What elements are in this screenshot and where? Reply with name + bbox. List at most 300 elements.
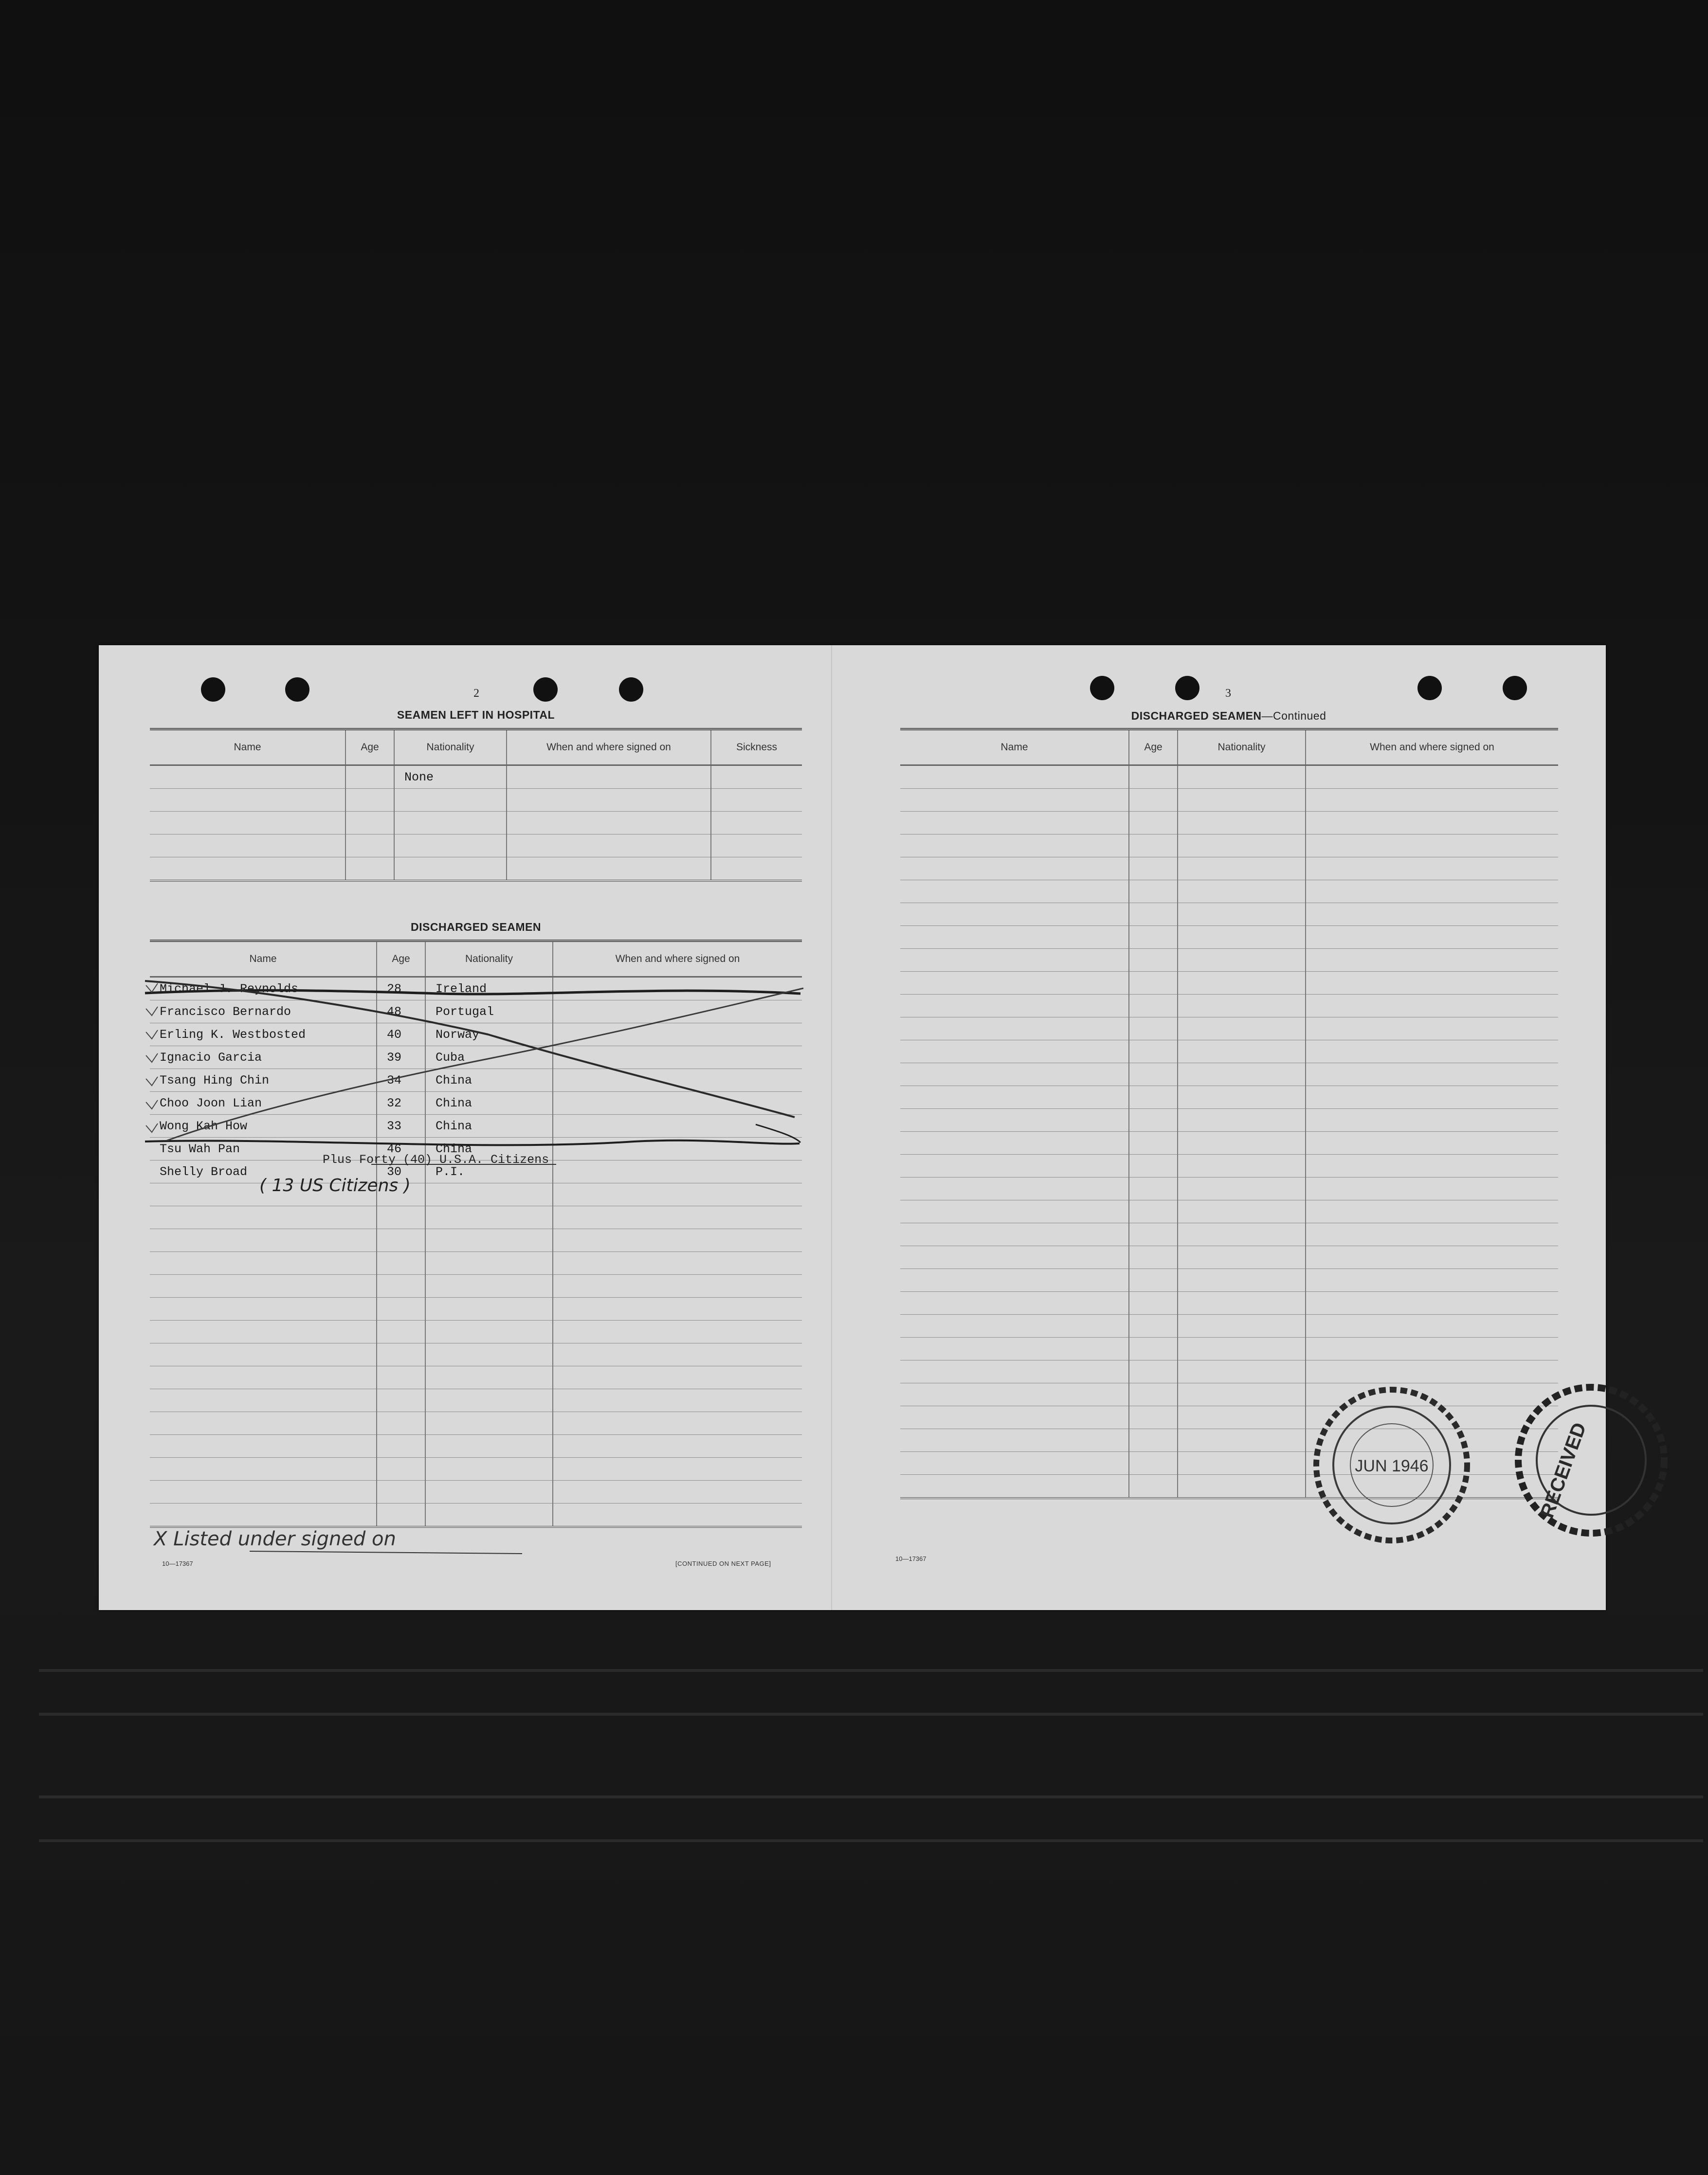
table-cell: Tsang Hing Chin: [150, 1069, 377, 1092]
blank-cell: [1129, 1246, 1178, 1269]
table-row: [150, 812, 802, 834]
blank-cell: [900, 812, 1129, 834]
blank-cell: [425, 1504, 553, 1527]
table-cell: [711, 812, 802, 834]
blank-cell: [1129, 1360, 1178, 1383]
blank-cell: [900, 1178, 1129, 1200]
right-page: [831, 645, 1606, 1610]
handwritten-citizens-note: ( 13 US Citizens ): [259, 1176, 411, 1196]
blank-cell: [1306, 812, 1558, 834]
blank-row: [900, 1269, 1558, 1292]
blank-cell: [900, 1475, 1129, 1499]
received-stamp: [1511, 1380, 1672, 1541]
blank-cell: [425, 1229, 553, 1252]
discharged-table: [150, 940, 802, 1528]
blank-cell: [1306, 834, 1558, 857]
blank-cell: [900, 1246, 1129, 1269]
table-cell: None: [394, 765, 507, 789]
blank-cell: [425, 1412, 553, 1435]
blank-cell: [900, 857, 1129, 880]
blank-row: [150, 1321, 802, 1343]
blank-cell: [1129, 1338, 1178, 1360]
blank-row: [150, 1412, 802, 1435]
table-cell: P.I.: [425, 1160, 553, 1183]
column-header: Age: [345, 729, 394, 765]
stamp-text: RECEIVED: [1536, 1419, 1591, 1521]
blank-cell: [377, 1366, 425, 1389]
blank-cell: [150, 1412, 377, 1435]
discharged-continued-title: [900, 709, 1557, 723]
blank-cell: [900, 1383, 1129, 1406]
blank-cell: [425, 1321, 553, 1343]
table-cell: [553, 1069, 802, 1092]
table-cell: [553, 1000, 802, 1023]
table-row: [150, 977, 802, 1000]
blank-cell: [1129, 1086, 1178, 1109]
column-header: When and where signed on: [1306, 729, 1558, 765]
blank-row: [150, 1481, 802, 1504]
blank-cell: [1129, 926, 1178, 949]
blank-cell: [553, 1275, 802, 1298]
table-cell: Francisco Bernardo: [150, 1000, 377, 1023]
document-spread: [99, 645, 1606, 1610]
blank-cell: [900, 1360, 1129, 1383]
blank-cell: [425, 1343, 553, 1366]
blank-row: [900, 1017, 1558, 1040]
blank-cell: [1306, 1246, 1558, 1269]
column-header: Name: [150, 729, 345, 765]
blank-cell: [1306, 1063, 1558, 1086]
table-cell: Norway: [425, 1023, 553, 1046]
blank-cell: [1178, 1269, 1306, 1292]
blank-cell: [900, 1200, 1129, 1223]
blank-cell: [377, 1412, 425, 1435]
table-row: [150, 1046, 802, 1069]
binder-hole: [1090, 676, 1114, 700]
blank-cell: [1129, 949, 1178, 972]
table-cell: [507, 857, 711, 881]
blank-row: [900, 765, 1558, 789]
discharged-section-title: DISCHARGED SEAMEN: [411, 921, 541, 933]
blank-cell: [425, 1298, 553, 1321]
blank-cell: [150, 1389, 377, 1412]
blank-cell: [553, 1206, 802, 1229]
blank-cell: [377, 1458, 425, 1481]
blank-row: [900, 1178, 1558, 1200]
title-text: DISCHARGED SEAMEN: [1131, 709, 1262, 722]
blank-cell: [1178, 1315, 1306, 1338]
blank-cell: [150, 1229, 377, 1252]
table-cell: 32: [377, 1092, 425, 1115]
table-cell: Portugal: [425, 1000, 553, 1023]
blank-row: [150, 1435, 802, 1458]
blank-cell: [1178, 1429, 1306, 1452]
table-cell: [711, 834, 802, 857]
table-cell: China: [425, 1069, 553, 1092]
blank-cell: [150, 1298, 377, 1321]
blank-cell: [1178, 1406, 1306, 1429]
blank-row: [900, 880, 1558, 903]
blank-cell: [900, 1040, 1129, 1063]
blank-cell: [1306, 1086, 1558, 1109]
blank-row: [150, 1252, 802, 1275]
blank-cell: [900, 789, 1129, 812]
table-row: [150, 1069, 802, 1092]
binder-hole: [1503, 676, 1527, 700]
blank-cell: [553, 1389, 802, 1412]
blank-cell: [425, 1389, 553, 1412]
blank-cell: [1178, 789, 1306, 812]
blank-cell: [553, 1229, 802, 1252]
blank-row: [150, 1389, 802, 1412]
table-cell: Choo Joon Lian: [150, 1092, 377, 1115]
table-cell: Ireland: [425, 977, 553, 1000]
blank-row: [900, 1338, 1558, 1360]
table-cell: [394, 834, 507, 857]
continued-note: [CONTINUED ON NEXT PAGE]: [675, 1560, 771, 1567]
page-number: 3: [1225, 687, 1231, 700]
film-band: [39, 1839, 1703, 1842]
table-cell: Ignacio Garcia: [150, 1046, 377, 1069]
table-cell: [711, 789, 802, 812]
blank-cell: [900, 1017, 1129, 1040]
blank-cell: [553, 1481, 802, 1504]
table-cell: Tsu Wah Pan: [150, 1138, 377, 1160]
blank-cell: [900, 972, 1129, 995]
blank-row: [150, 1275, 802, 1298]
blank-cell: [1178, 1223, 1306, 1246]
blank-cell: [900, 1109, 1129, 1132]
table-cell: [507, 789, 711, 812]
column-header: Nationality: [394, 729, 507, 765]
blank-cell: [1178, 1132, 1306, 1155]
table-cell: [394, 789, 507, 812]
blank-row: [150, 1183, 802, 1206]
table-cell: [150, 834, 345, 857]
blank-cell: [1129, 765, 1178, 789]
blank-cell: [1178, 765, 1306, 789]
blank-cell: [150, 1275, 377, 1298]
blank-row: [150, 1458, 802, 1481]
blank-cell: [1178, 1178, 1306, 1200]
blank-cell: [425, 1183, 553, 1206]
table-cell: [345, 834, 394, 857]
blank-cell: [1129, 1063, 1178, 1086]
blank-cell: [553, 1183, 802, 1206]
blank-cell: [1178, 1155, 1306, 1178]
page-number: 2: [473, 687, 479, 700]
blank-cell: [900, 1452, 1129, 1475]
blank-cell: [1306, 765, 1558, 789]
blank-row: [900, 972, 1558, 995]
table-cell: [553, 1115, 802, 1138]
column-header: Name: [900, 729, 1129, 765]
blank-cell: [900, 1132, 1129, 1155]
blank-cell: [900, 834, 1129, 857]
column-header: Age: [377, 941, 425, 977]
table-cell: Erling K. Westbosted: [150, 1023, 377, 1046]
blank-row: [900, 995, 1558, 1017]
column-header: Age: [1129, 729, 1178, 765]
blank-row: [150, 1504, 802, 1527]
blank-row: [150, 1298, 802, 1321]
blank-cell: [377, 1321, 425, 1343]
blank-row: [900, 1292, 1558, 1315]
blank-cell: [1129, 834, 1178, 857]
table-cell: 33: [377, 1115, 425, 1138]
blank-cell: [1178, 857, 1306, 880]
blank-cell: [150, 1321, 377, 1343]
blank-row: [150, 1206, 802, 1229]
blank-cell: [1178, 903, 1306, 926]
blank-row: [900, 926, 1558, 949]
blank-cell: [553, 1504, 802, 1527]
blank-row: [900, 857, 1558, 880]
table-cell: Michael J. Reynolds: [150, 977, 377, 1000]
table-cell: [150, 789, 345, 812]
blank-cell: [900, 1429, 1129, 1452]
blank-cell: [1178, 1109, 1306, 1132]
blank-cell: [1178, 1338, 1306, 1360]
table-cell: [507, 834, 711, 857]
blank-cell: [1129, 972, 1178, 995]
blank-cell: [1306, 1017, 1558, 1040]
blank-cell: [1306, 995, 1558, 1017]
blank-cell: [1129, 903, 1178, 926]
blank-row: [900, 949, 1558, 972]
table-cell: [345, 765, 394, 789]
blank-cell: [900, 1338, 1129, 1360]
table-cell: [507, 765, 711, 789]
table-cell: China: [425, 1092, 553, 1115]
blank-cell: [900, 1292, 1129, 1315]
blank-row: [900, 1132, 1558, 1155]
column-header: Nationality: [1178, 729, 1306, 765]
blank-cell: [1129, 1269, 1178, 1292]
table-cell: [507, 812, 711, 834]
table-cell: [150, 765, 345, 789]
column-header: When and where signed on: [507, 729, 711, 765]
blank-cell: [900, 1155, 1129, 1178]
blank-cell: [1129, 1178, 1178, 1200]
blank-row: [900, 789, 1558, 812]
table-cell: [345, 857, 394, 881]
blank-cell: [1129, 857, 1178, 880]
table-cell: China: [425, 1115, 553, 1138]
table-cell: 30: [377, 1160, 425, 1183]
blank-cell: [1178, 995, 1306, 1017]
table-row: [150, 857, 802, 881]
table-cell: Shelly Broad: [150, 1160, 377, 1183]
table-row: [150, 1000, 802, 1023]
table-cell: [711, 857, 802, 881]
blank-cell: [900, 880, 1129, 903]
blank-row: [150, 1229, 802, 1252]
blank-cell: [553, 1412, 802, 1435]
blank-cell: [150, 1366, 377, 1389]
blank-row: [900, 1155, 1558, 1178]
column-header: Name: [150, 941, 377, 977]
blank-cell: [377, 1252, 425, 1275]
table-row: [150, 1023, 802, 1046]
blank-cell: [377, 1275, 425, 1298]
blank-cell: [900, 1063, 1129, 1086]
left-page: [99, 645, 831, 1610]
blank-cell: [425, 1366, 553, 1389]
binder-hole: [619, 677, 643, 702]
column-header: When and where signed on: [553, 941, 802, 977]
table-cell: 46: [377, 1138, 425, 1160]
blank-cell: [1178, 1200, 1306, 1223]
blank-cell: [1306, 949, 1558, 972]
table-cell: 48: [377, 1000, 425, 1023]
stamp-text: JUN 1946: [1355, 1457, 1429, 1475]
blank-cell: [1129, 789, 1178, 812]
table-cell: Cuba: [425, 1046, 553, 1069]
blank-cell: [1129, 1315, 1178, 1338]
title-continued: —Continued: [1261, 709, 1326, 722]
table-cell: [553, 977, 802, 1000]
blank-cell: [1129, 1132, 1178, 1155]
blank-cell: [150, 1504, 377, 1527]
blank-row: [900, 1246, 1558, 1269]
blank-cell: [1178, 880, 1306, 903]
table-cell: [553, 1160, 802, 1183]
blank-cell: [1306, 926, 1558, 949]
blank-cell: [553, 1321, 802, 1343]
table-cell: [553, 1046, 802, 1069]
blank-cell: [1129, 1017, 1178, 1040]
discharged-continued-table: [900, 728, 1558, 1499]
blank-cell: [1306, 1178, 1558, 1200]
blank-cell: [553, 1435, 802, 1458]
blank-cell: [1178, 1086, 1306, 1109]
blank-cell: [1129, 1200, 1178, 1223]
blank-cell: [1306, 1040, 1558, 1063]
blank-cell: [1178, 812, 1306, 834]
blank-cell: [553, 1366, 802, 1389]
blank-cell: [1178, 1063, 1306, 1086]
blank-row: [900, 834, 1558, 857]
blank-cell: [377, 1229, 425, 1252]
table-cell: China: [425, 1138, 553, 1160]
blank-cell: [1178, 1040, 1306, 1063]
blank-cell: [900, 1086, 1129, 1109]
blank-cell: [1178, 972, 1306, 995]
blank-cell: [1178, 834, 1306, 857]
blank-cell: [1178, 1360, 1306, 1383]
blank-cell: [377, 1481, 425, 1504]
blank-cell: [1306, 789, 1558, 812]
blank-cell: [900, 949, 1129, 972]
blank-cell: [377, 1298, 425, 1321]
blank-cell: [1129, 1155, 1178, 1178]
hospital-table: [150, 728, 802, 882]
blank-cell: [150, 1252, 377, 1275]
table-cell: [394, 812, 507, 834]
blank-cell: [1129, 1223, 1178, 1246]
blank-cell: [425, 1206, 553, 1229]
blank-cell: [553, 1298, 802, 1321]
blank-cell: [900, 1223, 1129, 1246]
blank-cell: [553, 1252, 802, 1275]
table-row: [150, 1115, 802, 1138]
table-cell: [553, 1023, 802, 1046]
blank-cell: [1178, 1017, 1306, 1040]
blank-cell: [1306, 1338, 1558, 1360]
blank-cell: [1129, 995, 1178, 1017]
blank-cell: [425, 1458, 553, 1481]
table-cell: [711, 765, 802, 789]
blank-cell: [1306, 857, 1558, 880]
blank-row: [900, 1315, 1558, 1338]
blank-cell: [1306, 1269, 1558, 1292]
table-row: [150, 765, 802, 789]
blank-cell: [1306, 1315, 1558, 1338]
blank-cell: [1129, 1292, 1178, 1315]
blank-cell: [1178, 1292, 1306, 1315]
table-row: [150, 789, 802, 812]
blank-cell: [900, 1315, 1129, 1338]
table-row: [150, 1092, 802, 1115]
blank-cell: [377, 1435, 425, 1458]
blank-cell: [377, 1389, 425, 1412]
handwritten-footer-note: X Listed under signed on: [154, 1528, 396, 1550]
blank-cell: [1129, 1475, 1178, 1499]
blank-cell: [1129, 1109, 1178, 1132]
blank-cell: [377, 1504, 425, 1527]
blank-cell: [900, 926, 1129, 949]
blank-cell: [150, 1458, 377, 1481]
table-cell: [394, 857, 507, 881]
blank-cell: [425, 1252, 553, 1275]
blank-cell: [900, 1269, 1129, 1292]
blank-row: [900, 1086, 1558, 1109]
blank-cell: [553, 1458, 802, 1481]
blank-row: [900, 1040, 1558, 1063]
hospital-section-title: SEAMEN LEFT IN HOSPITAL: [397, 708, 555, 721]
blank-cell: [425, 1481, 553, 1504]
blank-cell: [1306, 1132, 1558, 1155]
blank-cell: [1178, 1452, 1306, 1475]
column-header: Sickness: [711, 729, 802, 765]
blank-cell: [1306, 1155, 1558, 1178]
blank-cell: [425, 1275, 553, 1298]
blank-row: [900, 1223, 1558, 1246]
blank-cell: [1306, 1200, 1558, 1223]
blank-cell: [900, 1406, 1129, 1429]
date-stamp: [1311, 1385, 1472, 1545]
binder-hole: [1175, 676, 1199, 700]
blank-row: [900, 812, 1558, 834]
blank-cell: [1129, 812, 1178, 834]
film-band: [39, 1669, 1703, 1672]
blank-cell: [1129, 880, 1178, 903]
blank-cell: [1178, 1475, 1306, 1499]
blank-cell: [900, 765, 1129, 789]
column-header: Nationality: [425, 941, 553, 977]
table-cell: 28: [377, 977, 425, 1000]
table-cell: 34: [377, 1069, 425, 1092]
blank-row: [900, 1063, 1558, 1086]
blank-cell: [377, 1206, 425, 1229]
table-cell: [150, 812, 345, 834]
blank-cell: [1306, 903, 1558, 926]
blank-cell: [1129, 1452, 1178, 1475]
blank-cell: [1178, 949, 1306, 972]
blank-row: [900, 1200, 1558, 1223]
binder-hole: [285, 677, 309, 702]
